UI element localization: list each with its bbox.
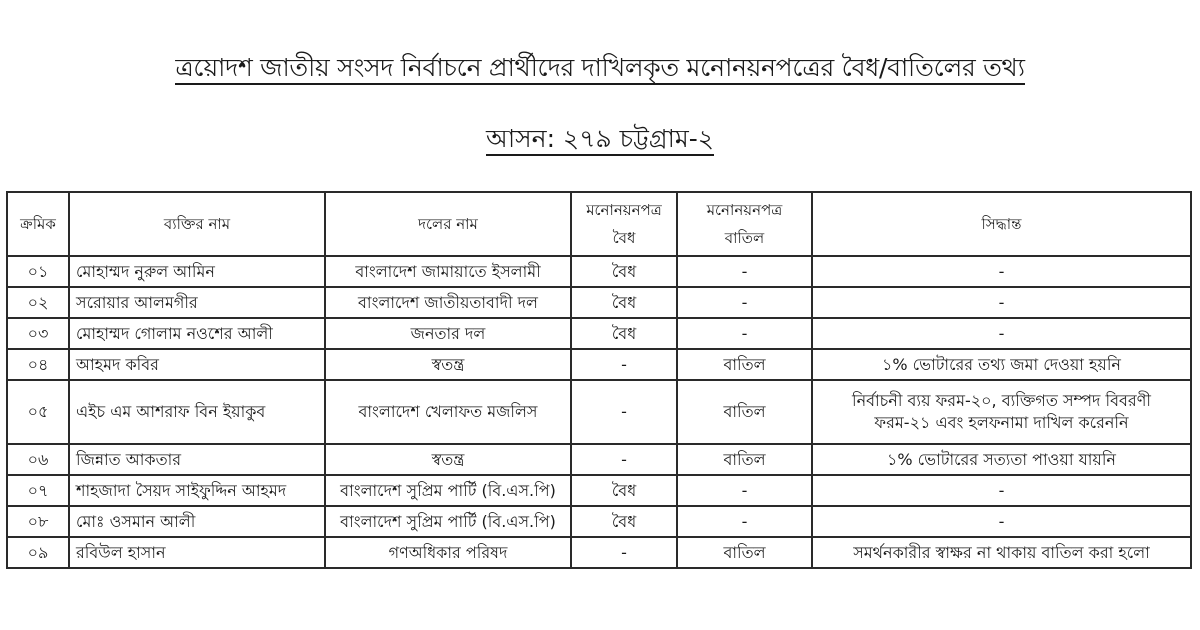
- cell-party: জনতার দল: [325, 318, 571, 349]
- cell-rejected: বাতিল: [677, 380, 812, 444]
- header-serial: ক্রমিক: [7, 192, 69, 256]
- table-row: [7, 380, 1191, 444]
- cell-decision: -: [812, 287, 1191, 318]
- cell-decision: -: [812, 506, 1191, 537]
- table-row: [7, 475, 1191, 506]
- cell-name: মোহাম্মদ গোলাম নওশের আলী: [69, 318, 325, 349]
- cell-party: বাংলাদেশ সুপ্রিম পার্টি (বি.এস.পি): [325, 475, 571, 506]
- table-row: [7, 537, 1191, 568]
- cell-valid: বৈধ: [571, 256, 677, 287]
- cell-serial: ০৪: [7, 349, 69, 380]
- header-party: দলের নাম: [325, 192, 571, 256]
- cell-valid: বৈধ: [571, 318, 677, 349]
- cell-valid: বৈধ: [571, 506, 677, 537]
- cell-rejected: বাতিল: [677, 444, 812, 475]
- cell-decision: ১% ভোটারের তথ্য জমা দেওয়া হয়নি: [812, 349, 1191, 380]
- cell-name: শাহজাদা সৈয়দ সাইফুদ্দিন আহমদ: [69, 475, 325, 506]
- cell-serial: ০৬: [7, 444, 69, 475]
- document-title-text: ত্রয়োদশ জাতীয় সংসদ নির্বাচনে প্রার্থীদের দাখিলকৃত মনোনয়নপত্রের বৈধ/বাতিলের তথ্য: [175, 53, 1024, 85]
- cell-valid: বৈধ: [571, 475, 677, 506]
- table-row: [7, 318, 1191, 349]
- cell-decision: -: [812, 475, 1191, 506]
- cell-decision: -: [812, 256, 1191, 287]
- cell-decision: সমর্থনকারীর স্বাক্ষর না থাকায় বাতিল করা হলো: [812, 537, 1191, 568]
- cell-party: বাংলাদেশ জাতীয়তাবাদী দল: [325, 287, 571, 318]
- cell-name: মোহাম্মদ নুরুল আমিন: [69, 256, 325, 287]
- cell-rejected: -: [677, 318, 812, 349]
- cell-serial: ০৯: [7, 537, 69, 568]
- cell-decision-line1: নির্বাচনী ব্যয় ফরম-২০, ব্যক্তিগত সম্পদ বিবরণী: [852, 391, 1151, 410]
- cell-serial: ০২: [7, 287, 69, 318]
- cell-serial: ০৮: [7, 506, 69, 537]
- header-rejected-line2: বাতিল: [724, 229, 765, 247]
- table-row: [7, 287, 1191, 318]
- cell-valid: বৈধ: [571, 287, 677, 318]
- table-row: [7, 444, 1191, 475]
- cell-serial: ০৩: [7, 318, 69, 349]
- cell-serial: ০৭: [7, 475, 69, 506]
- header-rejected-line1: মনোনয়নপত্র: [706, 201, 783, 219]
- cell-party: স্বতন্ত্র: [325, 444, 571, 475]
- cell-party: বাংলাদেশ খেলাফত মজলিস: [325, 380, 571, 444]
- cell-rejected: -: [677, 287, 812, 318]
- constituency-subtitle-text: আসন: ২৭৯ চট্টগ্রাম-২: [486, 124, 714, 156]
- cell-valid: -: [571, 380, 677, 444]
- cell-serial: ০৫: [7, 380, 69, 444]
- document-title: [0, 52, 1200, 85]
- cell-name: সরোয়ার আলমগীর: [69, 287, 325, 318]
- header-valid-line1: মনোনয়নপত্র: [586, 201, 662, 219]
- cell-party: স্বতন্ত্র: [325, 349, 571, 380]
- header-name: ব্যক্তির নাম: [69, 192, 325, 256]
- cell-decision: -: [812, 318, 1191, 349]
- header-rejected: [677, 192, 812, 256]
- cell-name: রবিউল হাসান: [69, 537, 325, 568]
- cell-valid: -: [571, 349, 677, 380]
- table-row: [7, 506, 1191, 537]
- cell-party: বাংলাদেশ সুপ্রিম পার্টি (বি.এস.পি): [325, 506, 571, 537]
- cell-serial: ০১: [7, 256, 69, 287]
- cell-rejected: -: [677, 256, 812, 287]
- table-row: [7, 256, 1191, 287]
- cell-rejected: -: [677, 506, 812, 537]
- cell-decision: ১% ভোটারের সত্যতা পাওয়া যায়নি: [812, 444, 1191, 475]
- table-row: [7, 349, 1191, 380]
- header-decision: সিদ্ধান্ত: [812, 192, 1191, 256]
- cell-party: বাংলাদেশ জামায়াতে ইসলামী: [325, 256, 571, 287]
- nomination-table: [6, 191, 1192, 569]
- cell-name: জিন্নাত আকতার: [69, 444, 325, 475]
- cell-rejected: বাতিল: [677, 349, 812, 380]
- cell-valid: -: [571, 444, 677, 475]
- cell-party: গণঅধিকার পরিষদ: [325, 537, 571, 568]
- cell-name: এইচ এম আশরাফ বিন ইয়াকুব: [69, 380, 325, 444]
- cell-valid: -: [571, 537, 677, 568]
- cell-decision: [812, 380, 1191, 444]
- constituency-subtitle: [0, 123, 1200, 156]
- header-valid-line2: বৈধ: [612, 229, 636, 247]
- table-header-row: [7, 192, 1191, 256]
- cell-decision-line2: ফরম-২১ এবং হলফনামা দাখিল করেননি: [874, 413, 1129, 432]
- cell-rejected: -: [677, 475, 812, 506]
- cell-name: আহমদ কবির: [69, 349, 325, 380]
- cell-name: মোঃ ওসমান আলী: [69, 506, 325, 537]
- header-valid: [571, 192, 677, 256]
- cell-rejected: বাতিল: [677, 537, 812, 568]
